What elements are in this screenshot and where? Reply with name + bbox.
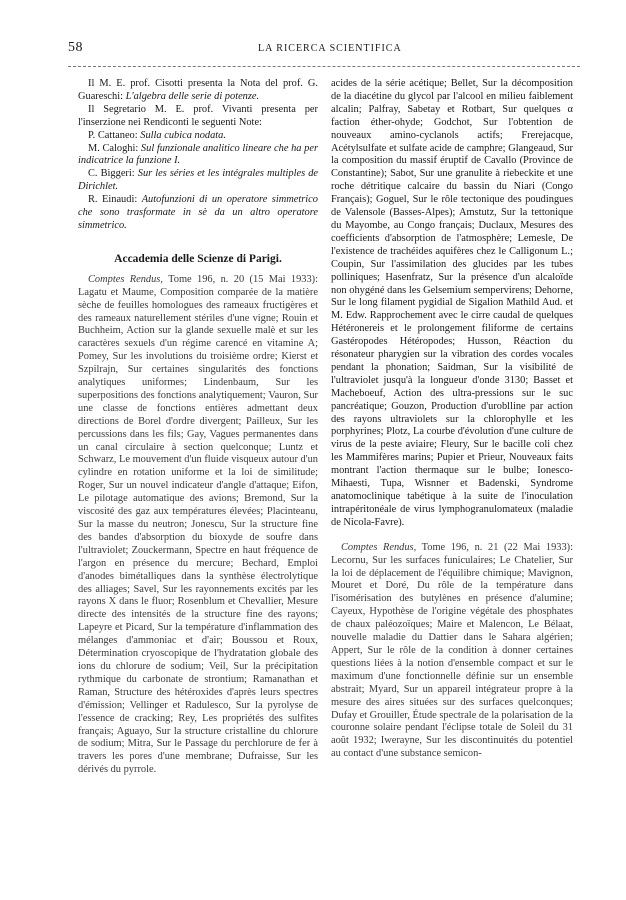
note-item: Il Segretario M. E. prof. Vivanti presenta per l'inserzione nei Rendiconti le seguenti Note: <box>78 103 318 128</box>
paragraph-gap <box>331 530 573 542</box>
page-number: 58 <box>68 40 83 55</box>
header-rule <box>68 66 580 67</box>
right-column <box>331 78 573 761</box>
note-item: M. Caloghi: Sul funzionale analitico lineare che ha per indicatrice la funzione I. <box>78 142 318 167</box>
comptes-rendus-paragraph: Comptes Rendus, Tome 196, n. 21 (22 Mai 1933): Lecornu, Sur les surfaces funiculaires; Le Chatelier, Sur la loi de déplacement de l'équilibre chimique; Mavignon, Mouret et Doré, Du rôle de la température dans l'isomérisation des butylènes en présence d'alumine; Cayeux, Hypothèse de l'origine végétale des phosphates de chaux paléozoïques; Maire et Malencon, Le Bélaat, nouvelle maladie du Dattier dans le Sahara algérien; Appert, Sur le rôle de la condition à donner certaines questions liées à la notion d'ensemble compact et sur le maximum d'une fonctionnelle définie sur un ensemble abstrait; Myard, Sur un appareil intégrateur propre à la mesure des aires situées sur des surfaces quelconques; Dufay et Grouiller, Étude spectrale de la polarisation de la couronne solaire pendant l'éclipse totale de Soleil du 31 août 1932; Iwerayne, Sur les discontinuités du potentiel au contact d'une substance semicon- <box>331 541 573 760</box>
note-item: Il M. E. prof. Cisotti presenta la Nota del prof. G. Guareschi: L'algebra delle serie di potenze. <box>78 78 318 102</box>
running-title: LA RICERCA SCIENTIFICA <box>258 43 402 54</box>
note-item: C. Biggeri: Sur les séries et les intégrales multiples de Dirichlet. <box>78 168 319 193</box>
note-item: R. Einaudi: Autofunzioni di un operatore simmetrico che sono trasformate in sè da un altro operatore simmetrico. <box>78 194 318 231</box>
comptes-rendus-paragraph: Comptes Rendus, Tome 196, n. 20 (15 Mai 1933): Lagatu et Maume, Composition comparée de la matière sèche de feuilles homologues des rameaux fructigères et des rameaux naturellement stériles d'une vigne; Rouin et Buchheim, Action sur la glande sexuelle malè et sur les caractères sexuels d'un régime carencé en vitamine A; Pomey, Sur les involutions du troisième ordre; Kierst et Szpilrajn, Sur certaines singularités des fonctions analytiques uniformes; Lindenbaum, Sur les superpositions des fonctions analytiquement; Vauron, Sur une classe de fonctions entières admettant deux directions de Borel d'ordre divergent; Pailleux, Sur les percussions dans les fils; Gay, Vagues permanentes dans un canal circulaire à section quelconque; Luntz et Schwarz, Le mouvement d'un fluide visqueux autour d'un cylindre en rotation uniforme et la loi de similitude; Roger, Sur un nouvel indicateur d'angle d'attaque; Eifon, Le pilotage automatique des avions; Bremond, Sur la viscosité des gaz aux températures élevées; Placinteanu, Sur la masse du neutron; Jonescu, Sur la structure fine des bandes d'absorption du bioxyde de soufre dans l'ultraviolet; Zouckermann, Spectre en haut fréquence de l'argon en présence du mercure; Bechard, Emploi d'anodes bimétalliques dans la synthèse électrolytique des alliages; Savel, Sur les rayonnements excités par les rayons X dans le fluor; Rosenblum et Chevallier, Mesure directe des intensités de la structure fine des rayons; Lapeyre et Picard, Sur la température d'inflammation des mélanges d'ammoniac et d'air; Boussou et Roux, Détermination cryoscopique de l'hydratation globale des ions du chlorure de sodium; Veil, Sur la précipitation rythmique du carbonate de strontium; Ramanathan et Raman, Structure des hétéroxides d'après leurs spectres d'émission; Vellinger et Radulesco, Sur la pyrolyse de l'essence de cracking; Rey, Les propriétés des sulfites français; Aguayo, Sur la structure cristalline du chlorure de sodium; Mitra, Sur le Passage du perchlorure de fer à travers les pores d'une membrane; Dufraisse, Sur les dérivés du pyrrole. <box>78 273 318 776</box>
note-item: P. Cattaneo: Sulla cubica nodata. <box>88 129 226 141</box>
left-column <box>78 78 318 777</box>
continued-paragraph: acides de la série acétique; Bellet, Sur la décomposition de la diacétine du glycol par l'alcool en milieu faiblement alcalin; Palfray, Sabetay et Rotbart, Sur quelques α faction éther-ohyde; Godchot, Sur l'obtention de nouveaux amino-cyclanols actifs; Frerejacque, Acétylsulfate et sulfate acide de camphre; Glangeaud, Sur la composition du massif éruptif de Cavallo (Province de Constantine); Sabot, Sur une granulite à riebeckite et une roche détritique calcaire du bassin du Niari (Congo Français); Goguel, Sur le rôle tectonique des poudingues de Valensole (Basses-Alpes); Amstutz, Sur la tettonique du Mayombe, au Congo français; Duclaux, Mesures des coefficients d'absorption de l'atmosphère; Lemesle, De l'existence de trachéides aquifères chez le Calligonum L.; Coupin, Sur l'assimilation des glucides par les tubes polliniques; Hasenfratz, Sur la présence d'un alcaloïde non ohygéné dans les Gelsemium sempervirens; Dehorne, Sur le long filament pygidial de Sigalion Mathild Aud. et M. Edw. Rapprochement avec le cirre caudal de quelques Hétéronereis et le prolongement filiforme de certains Gastéropodes Hétéropodes; Husson, Réaction du résonateur pharygien sur la vibration des cordes vocales pendant la phonation; Saidman, Sur la visibilité de l'ultraviolet jusqu'à la longueur d'onde 3130; Basset et Macheboeuf, Action des ultra-pressions sur le suc pancréatique; Gouzon, Production d'uroblline par action des rayons ultraviolets sur la chlorophylle et les porphyrines; Plotz, La courbe d'évolution d'une culture de virus de la peste aviaire; Fleury, Sur le bacille coli chez les Mammifères marins; Pupier et Prieur, Nouveaux faits montrant l'action thermaque sur le bulbe; Ionesco-Mihaesti, Tupa, Wisnner et Badenski, Syndrome anatomoclinique tabétique à la suite de l'inoculation intrapéritonéale de virus lymphogranulomateux (maladie de Nicola-Favre). <box>331 78 573 528</box>
page-header <box>68 40 580 60</box>
section-title: Accademia delle Scienze di Parigi. <box>114 252 282 265</box>
